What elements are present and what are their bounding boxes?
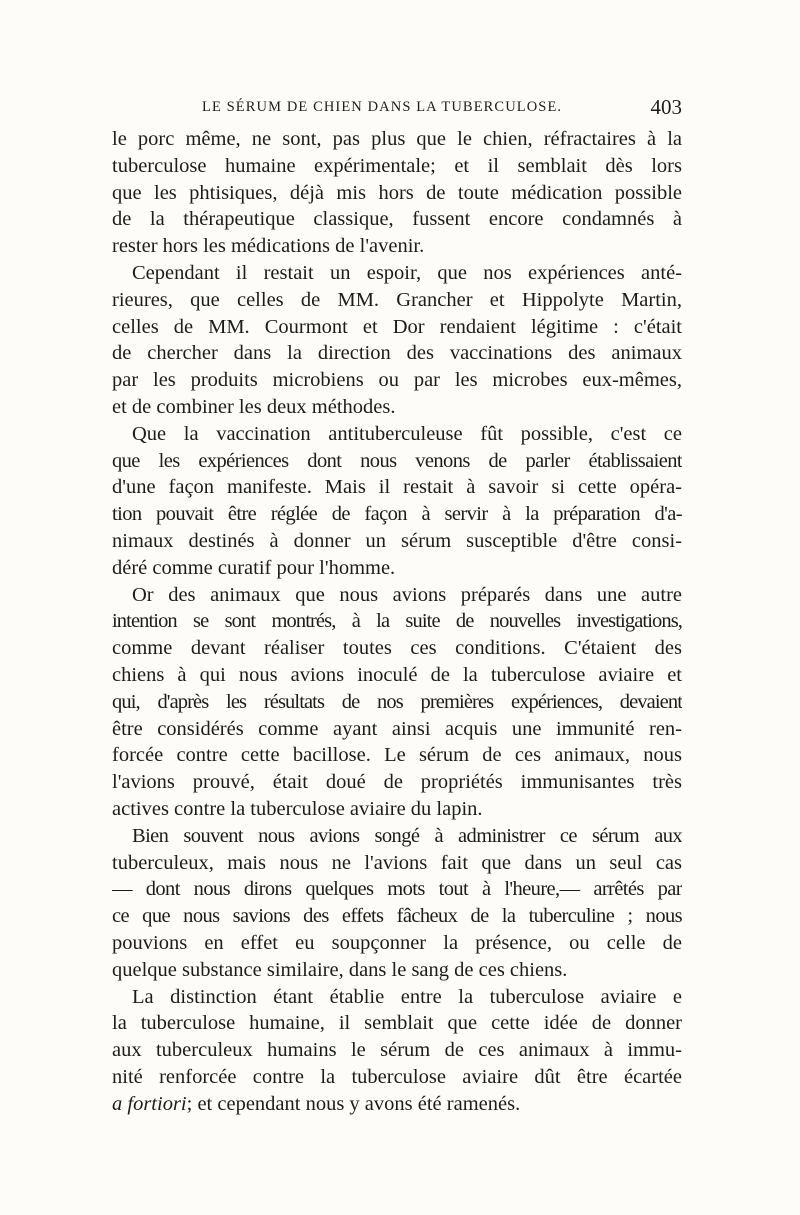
text-line: par les produits microbiens ou par les microbes eux-mêmes, xyxy=(112,369,682,392)
italic-phrase: a fortiori xyxy=(112,1092,187,1115)
text-line: quelque substance similaire, dans le sang de ces chiens. xyxy=(112,958,568,981)
text-line: chiens à qui nous avions inoculé de la tuberculose aviaire et xyxy=(112,663,682,686)
text-line: nimaux destinés à donner un sérum susceptible d'être consi- xyxy=(112,529,682,552)
text-line: tion pouvait être réglée de façon à servir à la préparation d'a- xyxy=(112,503,682,526)
text-line: nité renforcée contre la tuberculose aviaire dût être écartée xyxy=(112,1065,682,1088)
text-line: celles de MM. Courmont et Dor rendaient légitime : c'était xyxy=(112,315,682,338)
text-line: être considérés comme ayant ainsi acquis une immunité ren- xyxy=(112,717,682,740)
text-line: l'avions prouvé, était doué de propriétés immunisantes très xyxy=(112,771,682,794)
text-line: Cependant il restait un espoir, que nos expériences anté- xyxy=(132,261,682,284)
text-line: rester hors les médications de l'avenir. xyxy=(112,235,425,258)
page-header xyxy=(112,95,682,125)
text-line: forcée contre cette bacillose. Le sérum de ces animaux, nous xyxy=(112,744,682,767)
body-text xyxy=(112,126,682,1117)
text-line: le porc même, ne sont, pas plus que le chien, réfractaires à la xyxy=(112,128,682,150)
text-line: La distinction étant établie entre la tuberculose aviaire e xyxy=(132,985,682,1008)
text-line: que les phtisiques, déjà mis hors de toute médication possible xyxy=(112,181,682,204)
text-line: d'une façon manifeste. Mais il restait à savoir si cette opéra- xyxy=(112,476,682,499)
text-line: actives contre la tuberculose aviaire du lapin. xyxy=(112,797,483,820)
text-line: déré comme curatif pour l'homme. xyxy=(112,556,396,579)
text-line-final xyxy=(112,1091,682,1118)
text-line: — dont nous dirons quelques mots tout à l'heure,— arrêtés par xyxy=(112,878,682,901)
running-title: LE SÉRUM DE CHIEN DANS LA TUBERCULOSE. xyxy=(202,99,563,115)
text-line: rieures, que celles de MM. Grancher et Hippolyte Martin, xyxy=(112,288,682,311)
text-line: comme devant réaliser toutes ces conditions. C'étaient des xyxy=(112,637,682,660)
text-line: de chercher dans la direction des vaccinations des animaux xyxy=(112,342,682,365)
text-line: tuberculeux, mais nous ne l'avions fait que dans un seul cas xyxy=(112,851,682,874)
text-line: intention se sont montrés, à la suite de nouvelles investigations, xyxy=(112,610,682,633)
page-number: 403 xyxy=(650,95,682,119)
text-line: Or des animaux que nous avions préparés dans une autre xyxy=(132,583,682,606)
text-line: la tuberculose humaine, il semblait que cette idée de donner xyxy=(112,1012,682,1035)
text-fragment: ; et cependant nous y avons été ramenés. xyxy=(186,1092,521,1115)
text-line: ce que nous savions des effets fâcheux de la tuberculine ; nous xyxy=(112,905,682,928)
text-line: que les expériences dont nous venons de parler établissaient xyxy=(112,449,682,472)
text-line: qui, d'après les résultats de nos premières expériences, devaient xyxy=(112,690,682,713)
text-line: Que la vaccination antituberculeuse fût possible, c'est ce xyxy=(132,422,682,445)
text-line: Bien souvent nous avions songé à administrer ce sérum aux xyxy=(132,824,682,847)
text-line: aux tuberculeux humains le sérum de ces animaux à immu- xyxy=(112,1039,682,1062)
text-line: de la thérapeutique classique, fussent encore condamnés à xyxy=(112,208,682,231)
text-line: tuberculose humaine expérimentale; et il semblait dès lors xyxy=(112,154,682,177)
text-line: et de combiner les deux méthodes. xyxy=(112,395,396,418)
text-line: pouvions en effet eu soupçonner la présence, ou celle de xyxy=(112,931,682,954)
